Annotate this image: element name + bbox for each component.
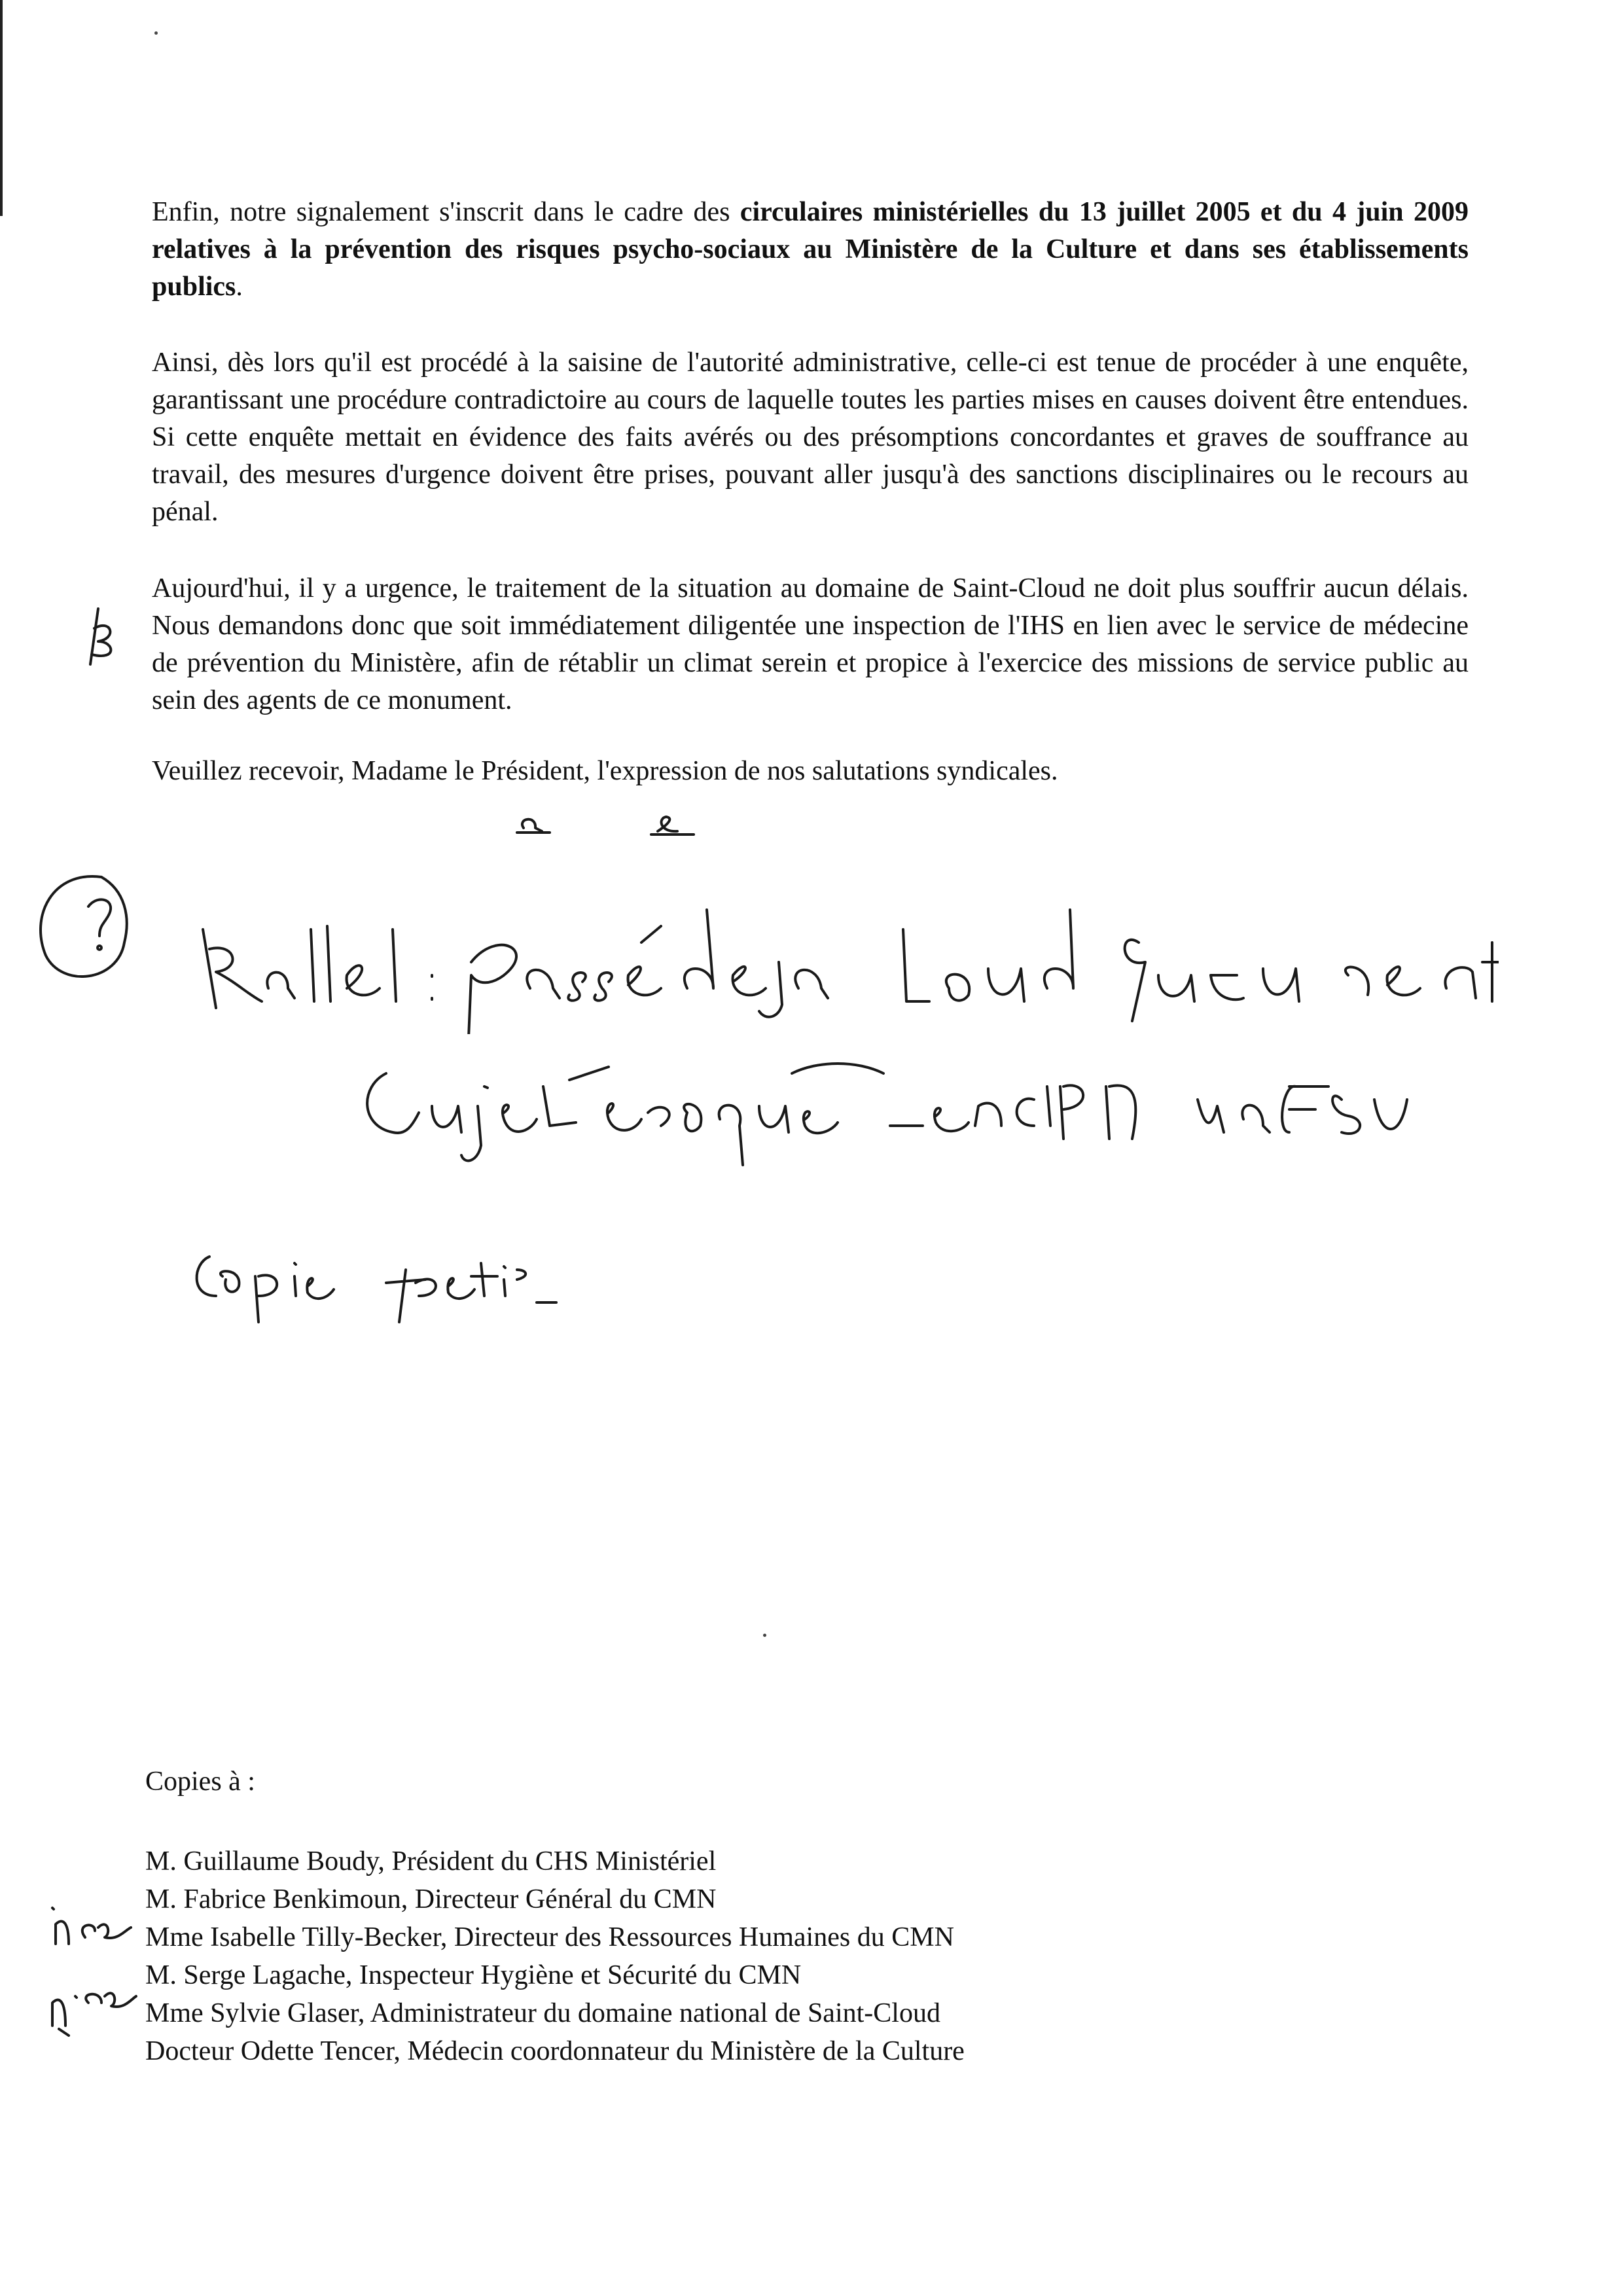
handwritten-note-line1 (190, 890, 1499, 1034)
recipient-item: M. Serge Lagache, Inspecteur Hygiène et Sécurité du CMN (145, 1960, 802, 1990)
handwritten-note-line3 (190, 1230, 596, 1348)
handwritten-insert-marks (510, 805, 720, 844)
closing-salutation: Veuillez recevoir, Madame le Président, l'expression de nos salutations syndicales. (152, 756, 1058, 786)
margin-note-recipient-2 (46, 1905, 137, 1957)
paragraph-urgence: Aujourd'hui, il y a urgence, le traitement de la situation au domaine de Saint-Cloud ne doit plus souffrir aucun délais. Nous demandons donc que soit immédiatement diligentée une inspection de l'IHS en lien avec le service de médecine de prévention du Ministère, afin de rétablir un climat serein et propice à l'exercice des missions de service public au sein des agents de ce monument. (152, 573, 1469, 715)
scan-edge-left (0, 0, 3, 216)
margin-mark-handwritten (79, 602, 131, 674)
paragraph-enquete: Ainsi, dès lors qu'il est procédé à la saisine de l'autorité administrative, celle-ci est tenue de procéder à une enquête, garantissant une procédure contradictoire au cours de laquelle toutes les parties mises en causes doivent être entendues. Si cette enquête mettait en évidence des faits avérés ou des présomptions concordantes et graves de souffrance au travail, des mesures d'urgence doivent être prises, pouvant aller jusqu'à des sanctions disciplinaires ou le recours au pénal. (152, 348, 1469, 527)
circled-question-icon (26, 864, 137, 995)
recipient-item: M. Fabrice Benkimoun, Directeur Général du CMN (145, 1884, 717, 1914)
copies-title: Copies à : (145, 1767, 255, 1797)
recipient-item: Docteur Odette Tencer, Médecin coordonnateur du Ministère de la Culture (145, 2036, 965, 2066)
recipients-list (145, 1842, 965, 2070)
margin-note-recipient-4 (39, 1967, 137, 2039)
handwritten-note-line2 (347, 1047, 1459, 1178)
paragraph-circulaires-intro: Enfin, notre signalement s'inscrit dans le cadre des (152, 197, 740, 227)
scan-speck (154, 31, 158, 35)
paragraph-circulaires-bold: circulaires ministérielles du 13 juillet 2005 et du 4 juin 2009 relatives à la prévention des risques psycho-sociaux au Ministère de la Culture et dans ses établissements publics (152, 197, 1469, 302)
recipient-item: Mme Sylvie Glaser, Administrateur du domaine national de Saint-Cloud (145, 1998, 940, 2028)
recipient-item: M. Guillaume Boudy, Président du CHS Ministériel (145, 1846, 717, 1876)
recipient-item: Mme Isabelle Tilly-Becker, Directeur des Ressources Humaines du CMN (145, 1922, 954, 1952)
paragraph-circulaires (152, 194, 1469, 306)
scan-speck (763, 1634, 766, 1637)
paragraph-circulaires-end: . (236, 272, 243, 302)
